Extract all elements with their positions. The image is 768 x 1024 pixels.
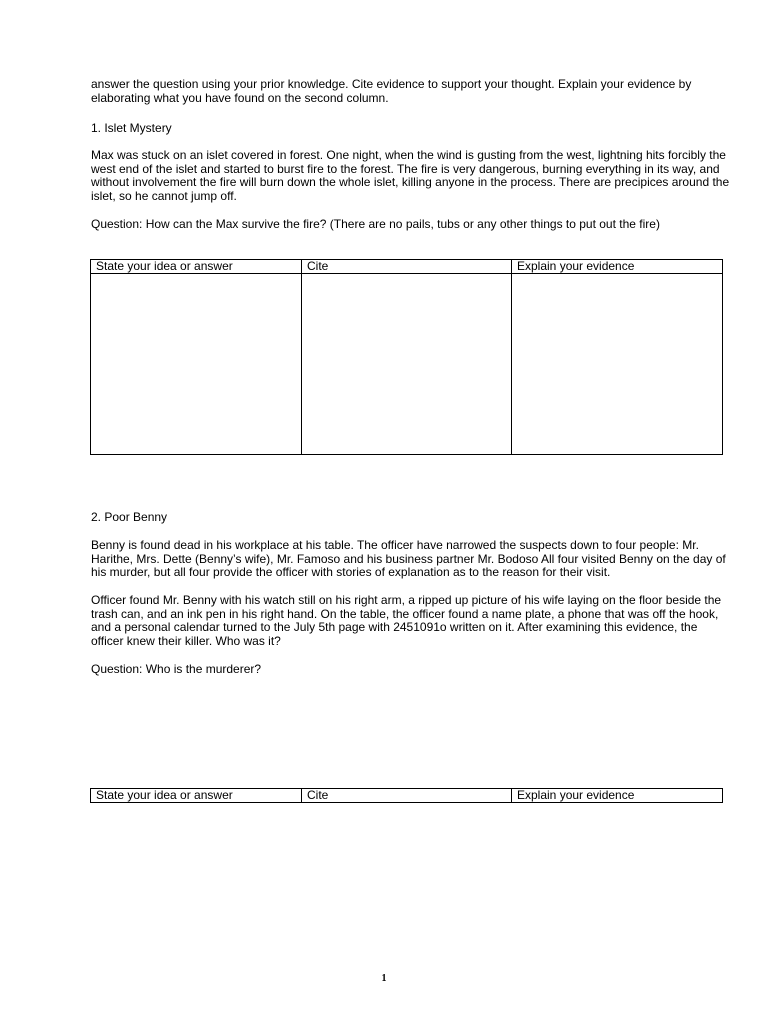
header-explain-evidence: Explain your evidence (512, 789, 723, 803)
answer-table-2 (90, 788, 723, 803)
answer-cell-idea[interactable] (91, 274, 302, 455)
answer-cell-explain[interactable] (512, 274, 723, 455)
puzzle2-story-part2: Officer found Mr. Benny with his watch still on his right arm, a ripped up picture of his wife laying on the floor beside the trash can, and an ink pen in his right hand. On the table, the officer found a name plate, a phone that was off the hook, and a personal calendar turned to the July 5th page with 2451091o written on it. After examining this evidence, the officer knew their killer. Who was it? (91, 593, 722, 648)
header-state-idea: State your idea or answer (91, 789, 302, 803)
puzzle1-heading: 1. Islet Mystery (91, 121, 172, 135)
puzzle2-story-part1: Benny is found dead in his workplace at his table. The officer have narrowed the suspects down to four people: Mr. Harithe, Mrs. Dette (Benny’s wife), Mr. Famoso and his business partner Mr. Bodoso All four visited Benny on the day of his murder, but all four provide the officer with stories of explanation as to the reason for their visit. (91, 538, 726, 579)
puzzle2-heading: 2. Poor Benny (91, 510, 168, 524)
header-explain-evidence: Explain your evidence (512, 260, 723, 274)
header-cite: Cite (302, 789, 512, 803)
page-number: 1 (381, 973, 387, 984)
puzzle2-question: Question: Who is the murderer? (91, 662, 262, 676)
puzzle1-question: Question: How can the Max survive the fire? (There are no pails, tubs or any other things to put out the fire) (91, 217, 660, 231)
puzzle1-story: Max was stuck on an islet covered in forest. One night, when the wind is gusting from the west, lightning hits forcibly the west end of the islet and started to burst fire to the forest. The fire is very dangerous, burning everything in its way, and without involvement the fire will burn down the whole islet, killing anyone in the process. There are precipices around the islet, so he cannot jump off. (91, 148, 730, 203)
answer-cell-cite[interactable] (302, 274, 512, 455)
header-state-idea: State your idea or answer (91, 260, 302, 274)
header-cite: Cite (302, 260, 512, 274)
answer-table-1 (90, 259, 723, 455)
instructions-text: answer the question using your prior knowledge. Cite evidence to support your thought. Explain your evidence by elaborating what you have found on the second column. (91, 77, 692, 105)
